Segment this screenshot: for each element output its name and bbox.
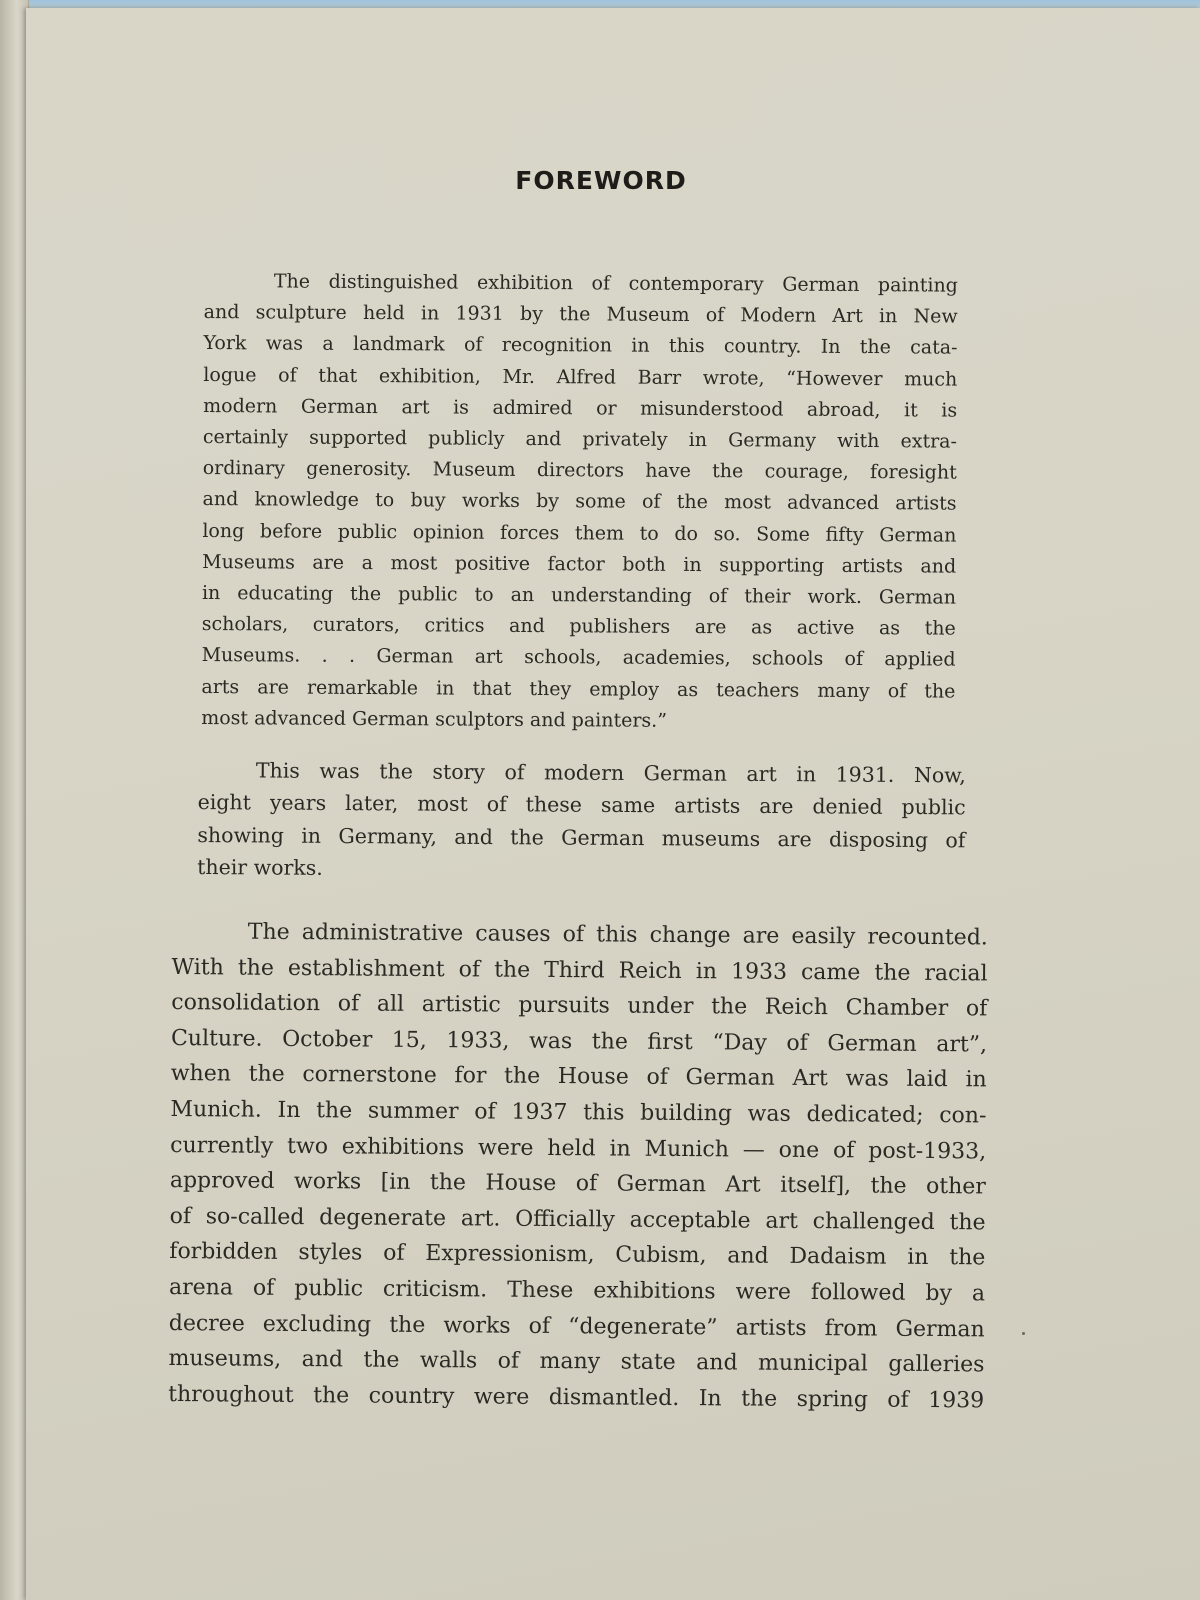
text-line: when the cornerstone for the House of German Art was laid in (170, 1061, 987, 1093)
text-line: The distinguished exhibition of contemporary German painting (273, 270, 958, 297)
text-line: forbidden styles of Expressionism, Cubism, and Dadaism in the (169, 1239, 986, 1271)
text-line: modern German art is admired or misunderstood abroad, it is (203, 394, 958, 422)
text-line: currently two exhibitions were held in Munich — one of post-1933, (170, 1132, 987, 1164)
previous-page-edge (0, 0, 29, 1600)
text-line: in educating the public to an understanding of their work. German (201, 582, 957, 609)
book-page (26, 8, 1200, 1600)
text-line: York was a landmark of recognition in this country. In the cata- (203, 332, 958, 360)
text-line: and sculpture held in 1931 by the Museum of Modern Art in New (203, 301, 958, 328)
text-line: consolidation of all artistic pursuits under the Reich Chamber of (171, 990, 988, 1022)
text-line: Museums. . . German art schools, academies, schools of applied (201, 644, 956, 672)
paper-speck (1022, 1332, 1025, 1335)
text-line: Munich. In the summer of 1937 this building was dedicated; con- (170, 1096, 987, 1129)
text-line: The administrative causes of this change are easily recounted. (247, 919, 988, 951)
text-line: long before public opinion forces them to do so. Some fifty German (202, 519, 957, 547)
text-line: This was the story of modern German art in 1931. Now, (255, 758, 966, 788)
paragraph-2 (197, 754, 966, 889)
text-line: arts are remarkable in that they employ as teachers many of the (201, 675, 956, 703)
page-title: FOREWORD (515, 166, 687, 195)
text-line: throughout the country were dismantled. In the spring of 1939 (168, 1381, 985, 1414)
text-line: and knowledge to buy works by some of the most advanced artists (202, 488, 957, 516)
text-line: most advanced German sculptors and painters.” (201, 706, 668, 732)
text-line: arena of public criticism. These exhibitions were followed by a (168, 1274, 986, 1307)
text-line: showing in Germany, and the German museums are disposing of (197, 822, 966, 852)
text-line: scholars, curators, critics and publishers are as active as the (201, 613, 956, 640)
text-line: museums, and the walls of many state and municipal galleries (168, 1346, 985, 1378)
text-line: eight years later, most of these same artists are denied public (197, 790, 966, 820)
text-line: their works. (197, 854, 323, 880)
text-line: approved works [in the House of German Art itself], the other (169, 1168, 986, 1200)
text-line: of so-called degenerate art. Officially acceptable art challenged the (169, 1203, 986, 1236)
text-line: decree excluding the works of “degenerate” artists from German (168, 1310, 985, 1342)
paragraph-1 (201, 266, 958, 739)
text-line: With the establishment of the Third Reich in 1933 came the racial (171, 954, 988, 987)
text-line: Museums are a most positive factor both in supporting artists and (202, 550, 957, 578)
text-line: logue of that exhibition, Mr. Alfred Barr wrote, “However much (203, 363, 958, 391)
text-line: certainly supported publicly and privately in Germany with extra- (202, 426, 958, 453)
paragraph-3 (168, 914, 988, 1419)
text-line: Culture. October 15, 1933, was the first “Day of German art”, (170, 1025, 988, 1058)
text-line: ordinary generosity. Museum directors have the courage, foresight (202, 457, 957, 484)
